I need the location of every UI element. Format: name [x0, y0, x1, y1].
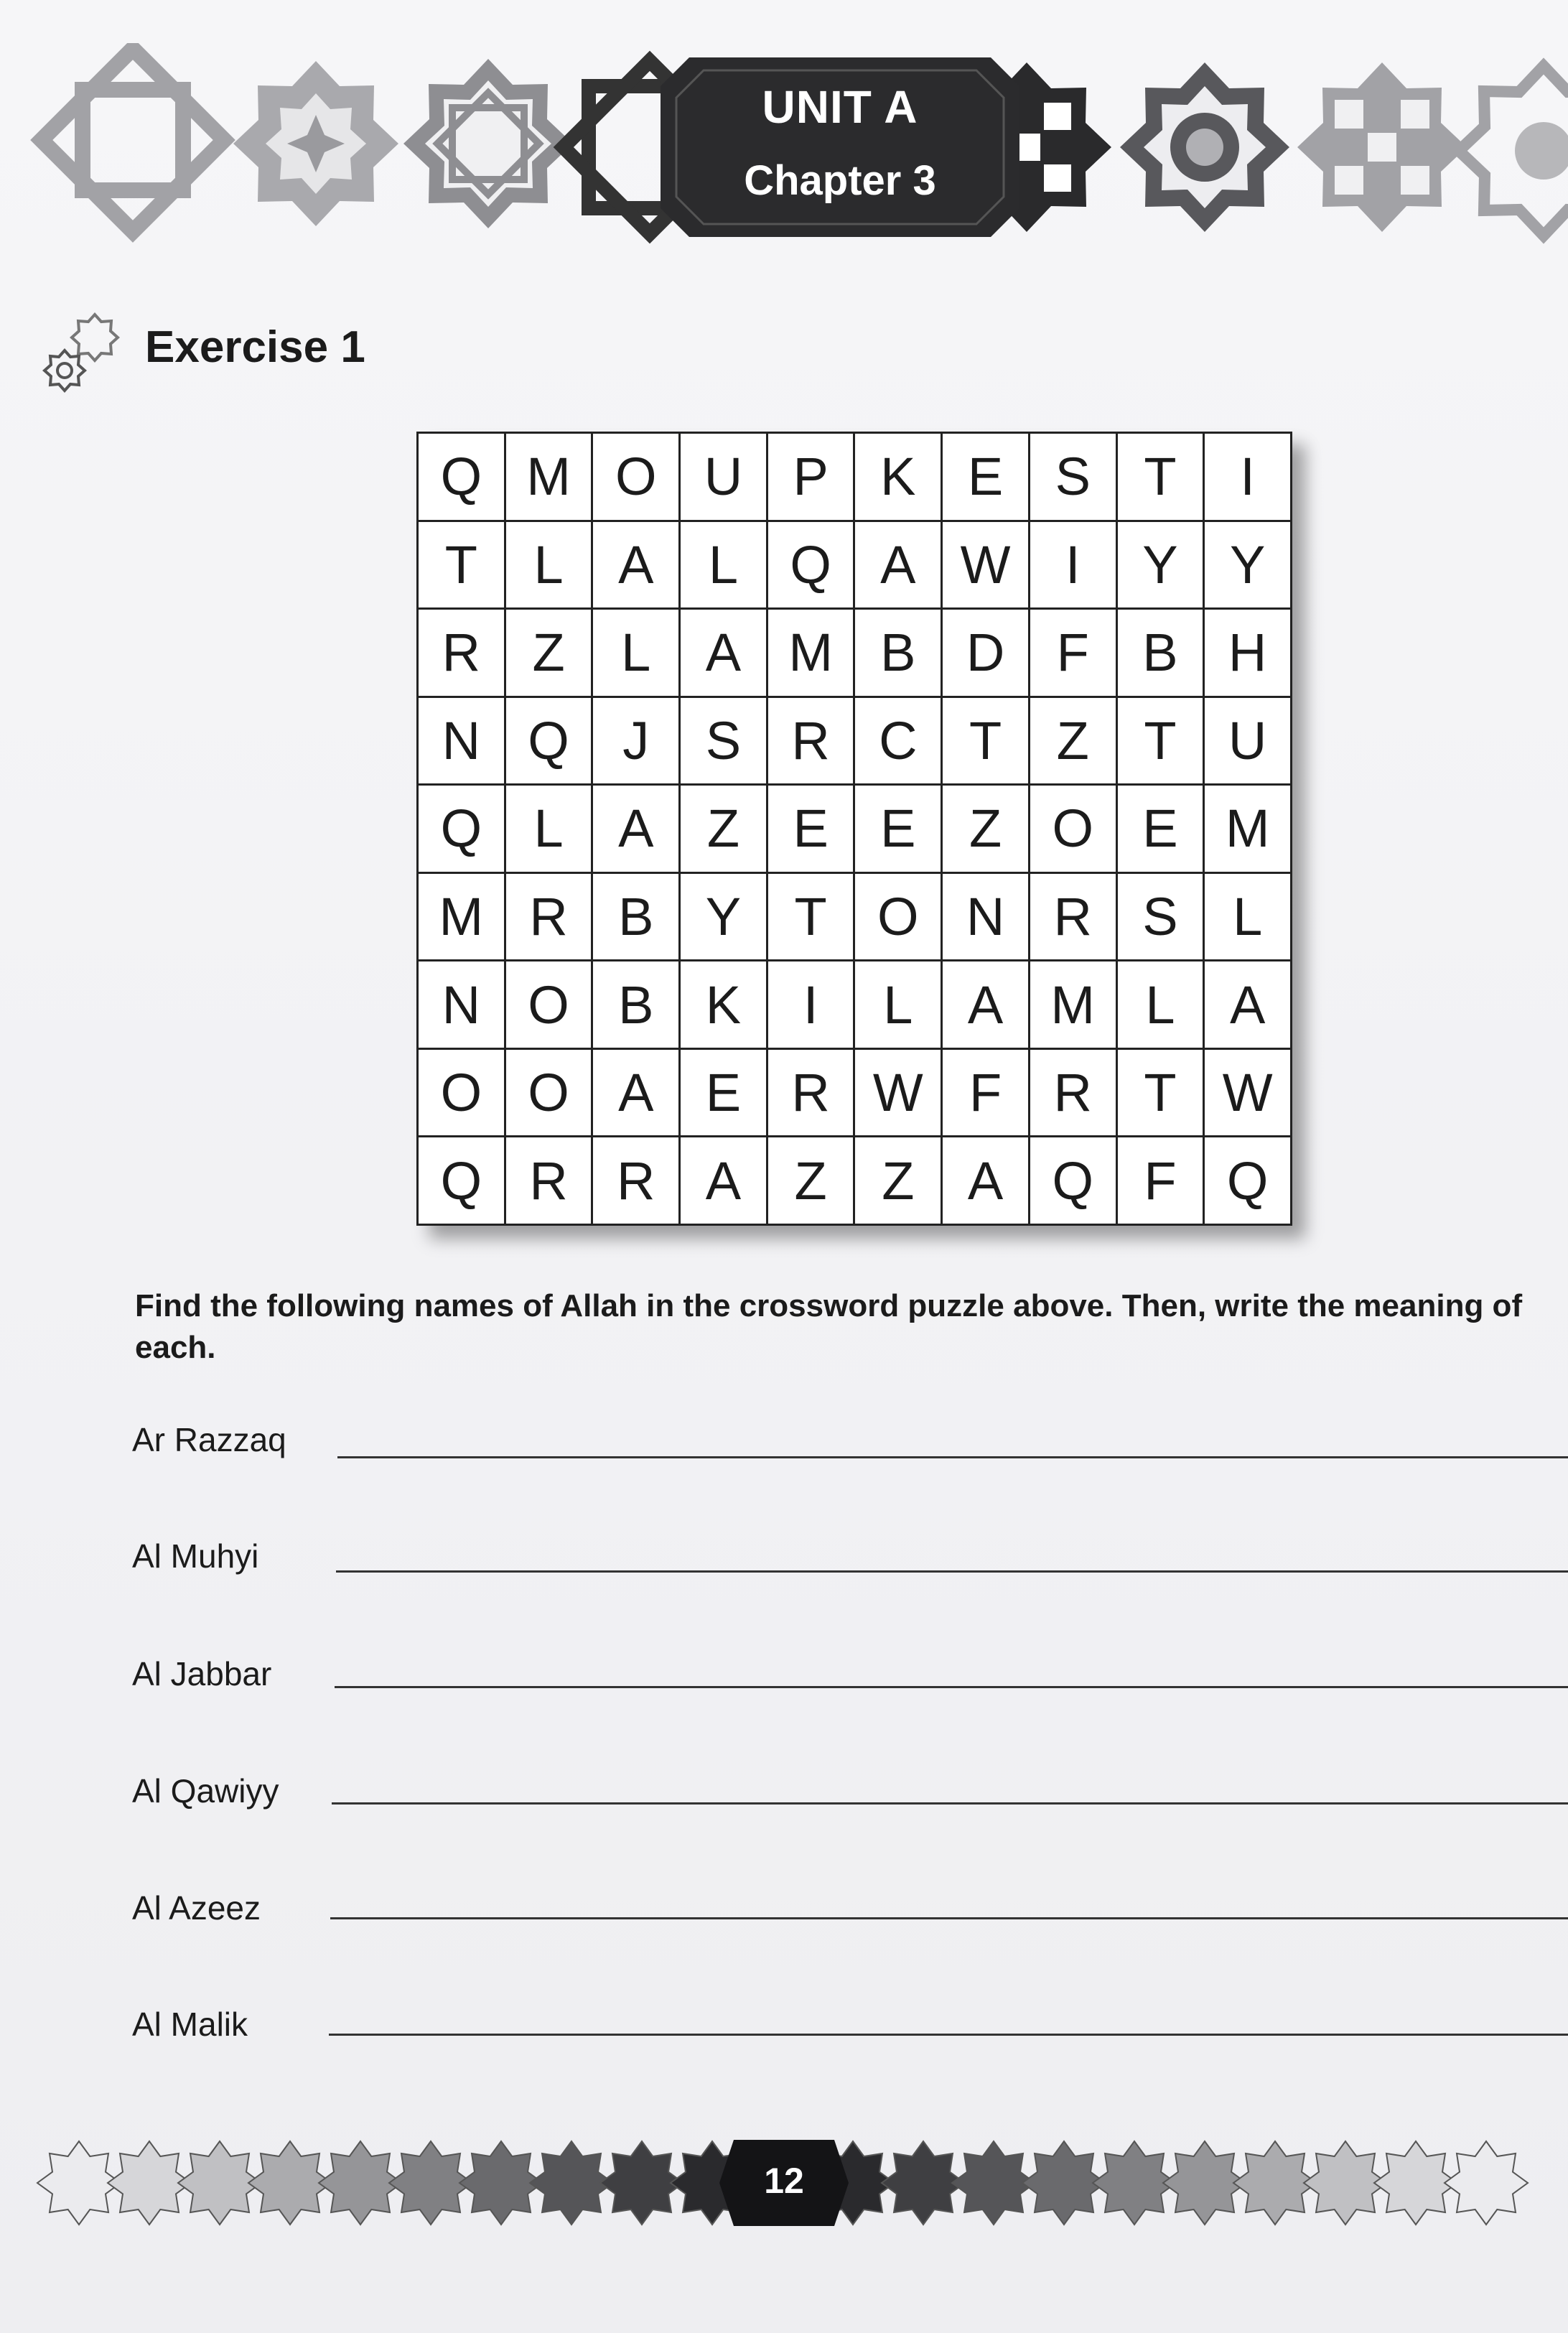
exercise-star-icon [37, 310, 123, 396]
grid-cell[interactable]: R [593, 1137, 681, 1226]
grid-cell[interactable]: B [593, 961, 681, 1050]
grid-cell[interactable]: F [1118, 1137, 1205, 1226]
grid-cell[interactable]: O [506, 961, 594, 1050]
grid-cell[interactable]: Q [419, 786, 506, 874]
grid-cell[interactable]: D [943, 610, 1030, 698]
grid-cell[interactable]: W [1205, 1050, 1292, 1138]
grid-cell[interactable]: U [1205, 698, 1292, 786]
grid-cell[interactable]: O [1030, 786, 1118, 874]
grid-cell[interactable]: L [506, 786, 594, 874]
grid-cell[interactable]: B [1118, 610, 1205, 698]
grid-cell[interactable]: O [593, 434, 681, 522]
grid-cell[interactable]: Q [1030, 1137, 1118, 1226]
word-search-grid [416, 432, 1292, 1226]
grid-cell[interactable]: L [1205, 874, 1292, 962]
grid-cell[interactable]: M [1205, 786, 1292, 874]
grid-cell[interactable]: M [506, 434, 594, 522]
grid-cell[interactable]: L [506, 522, 594, 610]
name-label: Al Malik [132, 2006, 248, 2043]
grid-cell[interactable]: N [419, 961, 506, 1050]
grid-cell[interactable]: J [593, 698, 681, 786]
grid-cell[interactable]: Y [681, 874, 768, 962]
grid-cell[interactable]: H [1205, 610, 1292, 698]
grid-cell[interactable]: Z [768, 1137, 856, 1226]
grid-cell[interactable]: S [1030, 434, 1118, 522]
grid-cell[interactable]: L [1118, 961, 1205, 1050]
grid-cell[interactable]: F [943, 1050, 1030, 1138]
grid-cell[interactable]: T [768, 874, 856, 962]
grid-cell[interactable]: A [855, 522, 943, 610]
header-star-ornament [1459, 66, 1568, 236]
grid-cell[interactable]: M [768, 610, 856, 698]
grid-cell[interactable]: E [681, 1050, 768, 1138]
grid-cell[interactable]: Z [855, 1137, 943, 1226]
grid-cell[interactable]: W [855, 1050, 943, 1138]
grid-cell[interactable]: Q [419, 434, 506, 522]
grid-cell[interactable]: N [943, 874, 1030, 962]
grid-cell[interactable]: L [593, 610, 681, 698]
header-star-ornament [233, 61, 398, 226]
grid-cell[interactable]: A [593, 522, 681, 610]
header-star-ornament [1120, 62, 1289, 232]
grid-cell[interactable]: Z [681, 786, 768, 874]
grid-cell[interactable]: I [768, 961, 856, 1050]
grid-cell[interactable]: A [593, 1050, 681, 1138]
grid-cell[interactable]: T [1118, 698, 1205, 786]
grid-cell[interactable]: K [855, 434, 943, 522]
grid-cell[interactable]: A [943, 1137, 1030, 1226]
header-star-ornament [403, 59, 573, 228]
chapter-label: Chapter 3 [744, 157, 936, 204]
grid-cell[interactable]: R [1030, 874, 1118, 962]
grid-cell[interactable]: R [1030, 1050, 1118, 1138]
grid-cell[interactable]: A [593, 786, 681, 874]
name-answer-row [0, 1763, 1568, 1827]
grid-cell[interactable]: P [768, 434, 856, 522]
grid-cell[interactable]: M [1030, 961, 1118, 1050]
grid-cell[interactable]: Q [419, 1137, 506, 1226]
grid-cell[interactable]: W [943, 522, 1030, 610]
answer-line[interactable] [332, 1802, 1568, 1805]
exercise-title: Exercise 1 [145, 322, 365, 372]
grid-cell[interactable]: M [419, 874, 506, 962]
grid-cell[interactable]: F [1030, 610, 1118, 698]
name-label: Al Azeez [132, 1889, 261, 1927]
grid-cell[interactable]: O [419, 1050, 506, 1138]
grid-cell[interactable]: O [855, 874, 943, 962]
unit-label: UNIT A [762, 81, 918, 133]
grid-cell[interactable]: E [943, 434, 1030, 522]
grid-cell[interactable]: E [855, 786, 943, 874]
grid-cell[interactable]: A [943, 961, 1030, 1050]
grid-cell[interactable]: A [1205, 961, 1292, 1050]
grid-cell[interactable]: S [681, 698, 768, 786]
grid-cell[interactable]: O [506, 1050, 594, 1138]
grid-cell[interactable]: E [768, 786, 856, 874]
grid-cell[interactable]: I [1205, 434, 1292, 522]
grid-cell[interactable]: B [855, 610, 943, 698]
name-label: Al Qawiyy [132, 1772, 279, 1810]
grid-cell[interactable]: I [1030, 522, 1118, 610]
grid-cell[interactable]: R [506, 874, 594, 962]
grid-cell[interactable]: R [419, 610, 506, 698]
grid-cell[interactable]: E [1118, 786, 1205, 874]
grid-cell[interactable]: T [1118, 434, 1205, 522]
grid-cell[interactable]: U [681, 434, 768, 522]
name-answer-row [0, 1529, 1568, 1594]
grid-cell[interactable]: Y [1118, 522, 1205, 610]
name-label: Al Muhyi [132, 1537, 259, 1575]
grid-cell[interactable]: T [943, 698, 1030, 786]
instructions-text: Find the following names of Allah in the crossword puzzle above. Then, write the meaning of each. [135, 1288, 1523, 1365]
grid-cell[interactable]: C [855, 698, 943, 786]
grid-cell[interactable]: A [681, 1137, 768, 1226]
grid-cell[interactable]: Q [768, 522, 856, 610]
grid-cell[interactable]: Q [1205, 1137, 1292, 1226]
word-search-puzzle [416, 432, 1292, 1226]
header-star-ornament [1297, 62, 1467, 232]
answer-line[interactable] [336, 1570, 1568, 1573]
grid-cell[interactable]: N [419, 698, 506, 786]
name-answer-row [0, 1996, 1568, 2061]
grid-cell[interactable]: R [768, 1050, 856, 1138]
page-number: 12 [764, 2161, 804, 2201]
answer-line[interactable] [337, 1456, 1568, 1458]
grid-cell[interactable]: T [419, 522, 506, 610]
name-label: Ar Razzaq [132, 1421, 286, 1458]
grid-cell[interactable]: Z [506, 610, 594, 698]
grid-cell[interactable]: L [855, 961, 943, 1050]
header-star-ornament [42, 49, 225, 232]
grid-cell[interactable]: Z [1030, 698, 1118, 786]
name-label: Al Jabbar [132, 1655, 272, 1692]
grid-cell[interactable]: Y [1205, 522, 1292, 610]
grid-cell[interactable]: A [681, 610, 768, 698]
grid-cell[interactable]: T [1118, 1050, 1205, 1138]
footer-star-icon [1445, 2141, 1528, 2225]
grid-cell[interactable]: Z [943, 786, 1030, 874]
name-answer-row [0, 1880, 1568, 1945]
grid-cell[interactable]: S [1118, 874, 1205, 962]
answer-line[interactable] [335, 1686, 1568, 1688]
name-answer-row [0, 1646, 1568, 1710]
grid-cell[interactable]: R [506, 1137, 594, 1226]
grid-cell[interactable]: L [681, 522, 768, 610]
grid-cell[interactable]: B [593, 874, 681, 962]
grid-cell[interactable]: R [768, 698, 856, 786]
name-answer-row [0, 1413, 1568, 1478]
answer-line[interactable] [329, 2034, 1568, 2036]
grid-cell[interactable]: K [681, 961, 768, 1050]
grid-cell[interactable]: Q [506, 698, 594, 786]
answer-line[interactable] [330, 1917, 1568, 1919]
